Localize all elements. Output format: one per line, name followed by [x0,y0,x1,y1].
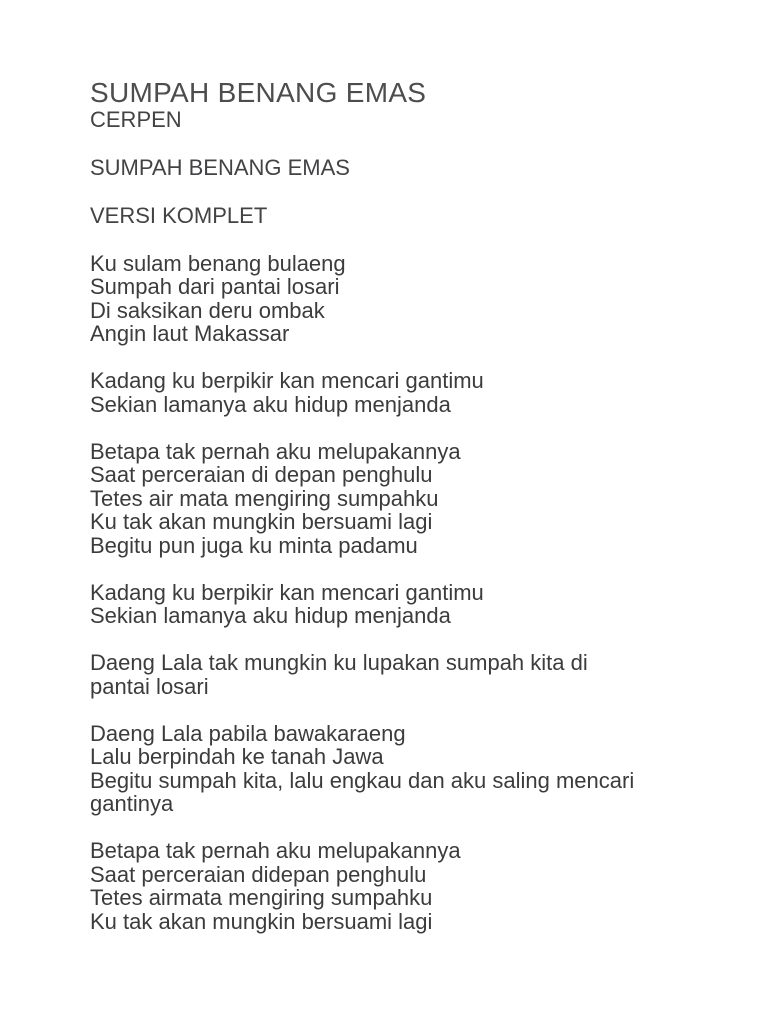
poem-line: gantinya [90,791,174,816]
version-label: VERSI KOMPLET [90,203,268,228]
stanza [90,651,720,698]
poem-line: Daeng Lala tak mungkin ku lupakan sumpah kita di [90,650,588,675]
stanza [90,581,720,628]
stanza-list [90,252,720,934]
poem-line: Betapa tak pernah aku melupakannya [90,838,461,863]
poem-line: Sekian lamanya aku hidup menjanda [90,391,451,417]
stanza [90,252,720,346]
poem-line: Daeng Lala pabila bawakaraeng [90,720,406,746]
poem-line: Ku tak akan mungkin bersuami lagi [90,509,433,534]
document-title: SUMPAH BENANG EMAS [90,77,427,108]
poem-line: Ku tak akan mungkin bersuami lagi [90,908,433,934]
poem-line: Kadang ku berpikir kan mencari gantimu [90,579,484,605]
poem-line: Betapa tak pernah aku melupakannya [90,438,461,464]
poem-line: Angin laut Makassar [90,321,290,346]
poem-line: Tetes air mata mengiring sumpahku [90,485,439,511]
poem-line: Tetes airmata mengiring sumpahku [90,885,433,910]
poem-line: Saat perceraian di depan penghulu [90,462,433,487]
poem-line: Begitu pun juga ku minta padamu [90,532,418,558]
stanza [90,839,720,933]
poem-line: Saat perceraian didepan penghulu [90,861,427,887]
poem-line: Di saksikan deru ombak [90,297,325,323]
document-heading: SUMPAH BENANG EMAS [90,155,350,180]
poem-line: Sumpah dari pantai losari [90,274,340,299]
poem-line: Begitu sumpah kita, lalu engkau dan aku saling mencari [90,767,635,793]
document-subtitle: CERPEN [90,107,182,132]
poem-line: Ku sulam benang bulaeng [90,250,346,276]
poem-line: Lalu berpindah ke tanah Jawa [90,744,384,769]
poem-line: Sekian lamanya aku hidup menjanda [90,603,451,628]
stanza [90,722,720,816]
stanza [90,369,720,416]
poem-line: Kadang ku berpikir kan mencari gantimu [90,368,484,393]
poem-line: pantai losari [90,673,209,699]
stanza [90,440,720,558]
